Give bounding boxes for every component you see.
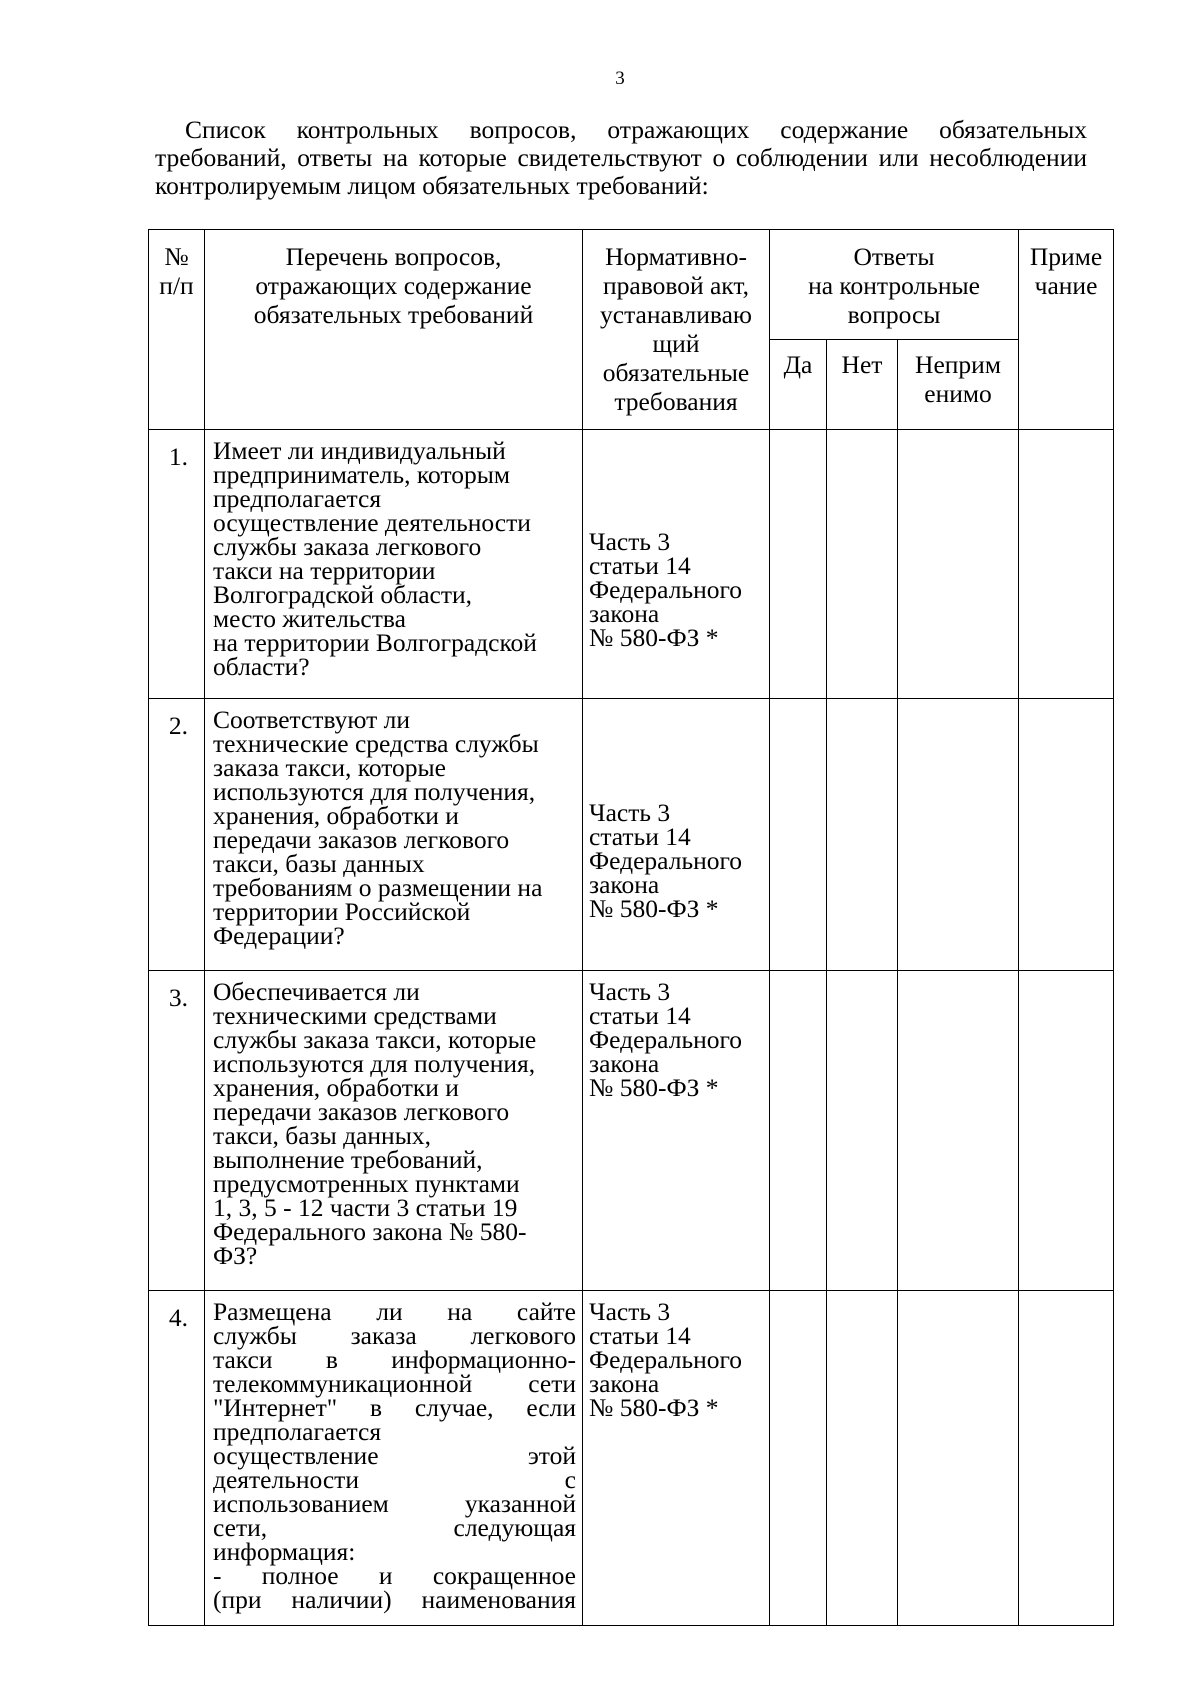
header-note — [1019, 230, 1114, 430]
header-num — [149, 230, 205, 430]
header-num-line: п/п — [159, 271, 194, 300]
page-number: 3 — [615, 68, 625, 89]
header-answers — [770, 230, 1019, 340]
header-act-line: устанавливаю — [600, 300, 752, 329]
law-reference: Часть 3 статьи 14 Федерального закона № 580-ФЗ * — [583, 699, 770, 971]
header-answers-line: вопросы — [847, 300, 941, 329]
header-answers-line: на контрольные — [808, 271, 980, 300]
answer-yes-cell[interactable] — [770, 971, 827, 1291]
intro-paragraph: Список контрольных вопросов, отражающих содержание обязательных требований, ответы на которые свидетельствуют о соблюдении или несоблюдении контролируемым лицом обязательных требований: — [155, 115, 1087, 200]
header-act-line: обязательные — [602, 358, 750, 387]
header-act-line: Нормативно- — [605, 242, 747, 271]
table-row — [149, 971, 1114, 1291]
header-questions-line: отражающих содержание — [255, 271, 532, 300]
header-act — [583, 230, 770, 430]
header-num-line: № — [164, 242, 189, 271]
header-answers-line: Ответы — [853, 242, 935, 271]
header-na-line: енимо — [924, 379, 992, 408]
answer-na-cell[interactable] — [898, 1291, 1019, 1626]
question-text: Имеет ли индивидуальный предприниматель, которым предполагается осуществление деятельности службы заказа легкового такси на территории Волгоградской области, место жительства на территории Волгоградской области? — [205, 430, 583, 699]
answer-na-cell[interactable] — [898, 430, 1019, 699]
table-row — [149, 1291, 1114, 1626]
answer-no-cell[interactable] — [827, 1291, 898, 1626]
question-text: Размещена ли на сайте службы заказа легкового такси в информационно- телекоммуникационной сети "Интернет" в случае, если предполагается осуществление этой деятельности с использованием указанной сети, следующая информация: - полное и сокращенное (при наличии) наименования — [205, 1291, 583, 1626]
answer-na-cell[interactable] — [898, 699, 1019, 971]
answer-no-cell[interactable] — [827, 971, 898, 1291]
header-questions — [205, 230, 583, 430]
row-number: 2. — [149, 699, 205, 971]
question-text: Соответствуют ли технические средства службы заказа такси, которые используются для получения, хранения, обработки и передачи заказов легкового такси, базы данных требованиям о размещении на территории Российской Федерации? — [205, 699, 583, 971]
header-na-line: Неприм — [915, 350, 1001, 379]
law-reference: Часть 3 статьи 14 Федерального закона № 580-ФЗ * — [583, 971, 770, 1291]
header-note-line: чание — [1034, 271, 1098, 300]
checklist-table — [148, 229, 1114, 1626]
header-note-line: Приме — [1029, 242, 1103, 271]
header-not-applicable — [898, 340, 1019, 430]
law-reference: Часть 3 статьи 14 Федерального закона № 580-ФЗ * — [583, 430, 770, 699]
answer-yes-cell[interactable] — [770, 1291, 827, 1626]
answer-yes-cell[interactable] — [770, 699, 827, 971]
row-number: 3. — [149, 971, 205, 1291]
answer-yes-cell[interactable] — [770, 430, 827, 699]
law-reference: Часть 3 статьи 14 Федерального закона № 580-ФЗ * — [583, 1291, 770, 1626]
row-number: 4. — [149, 1291, 205, 1626]
header-act-line: щий — [652, 329, 700, 358]
note-cell[interactable] — [1019, 699, 1114, 971]
header-act-line: требования — [614, 387, 738, 416]
row-number: 1. — [149, 430, 205, 699]
header-row — [149, 230, 1114, 340]
note-cell[interactable] — [1019, 430, 1114, 699]
answer-no-cell[interactable] — [827, 699, 898, 971]
header-no: Нет — [827, 340, 898, 430]
header-act-line: правовой акт, — [603, 271, 749, 300]
header-yes: Да — [770, 340, 827, 430]
answer-na-cell[interactable] — [898, 971, 1019, 1291]
note-cell[interactable] — [1019, 1291, 1114, 1626]
table-row — [149, 430, 1114, 699]
answer-no-cell[interactable] — [827, 430, 898, 699]
header-questions-line: Перечень вопросов, — [285, 242, 502, 271]
table-row — [149, 699, 1114, 971]
note-cell[interactable] — [1019, 971, 1114, 1291]
question-text: Обеспечивается ли техническими средствами службы заказа такси, которые используются для получения, хранения, обработки и передачи заказов легкового такси, базы данных, выполнение требований, предусмотренных пунктами 1, 3, 5 - 12 части 3 статьи 19 Федерального закона № 580- ФЗ? — [205, 971, 583, 1291]
header-questions-line: обязательных требований — [253, 300, 534, 329]
